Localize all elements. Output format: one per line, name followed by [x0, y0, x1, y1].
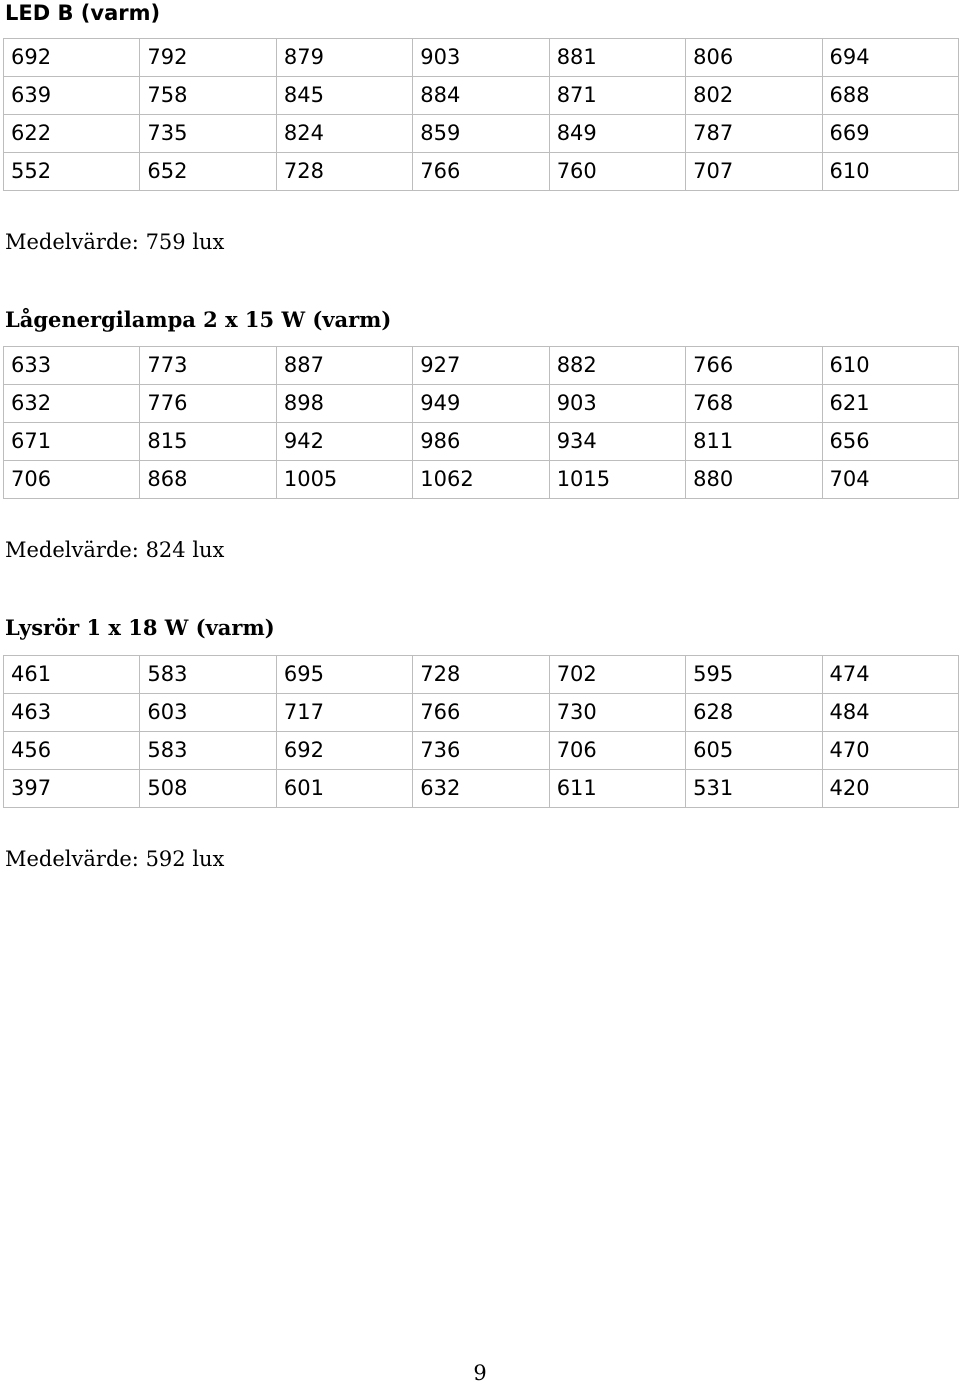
table-cell: 849 — [549, 115, 685, 153]
table-cell: 758 — [140, 77, 276, 115]
table-cell: 583 — [140, 656, 276, 694]
table-cell: 859 — [413, 115, 549, 153]
table-row — [4, 423, 959, 461]
table-cell: 706 — [4, 461, 140, 499]
table-cell: 706 — [549, 732, 685, 770]
table-cell: 671 — [4, 423, 140, 461]
table-cell: 934 — [549, 423, 685, 461]
table-row — [4, 39, 959, 77]
table-row — [4, 77, 959, 115]
table-cell: 942 — [276, 423, 412, 461]
table-row — [4, 115, 959, 153]
mean-value-lagenergilampa — [5, 537, 224, 563]
mean-label: Medelvärde: — [5, 230, 146, 254]
table-cell: 692 — [276, 732, 412, 770]
table-cell: 1005 — [276, 461, 412, 499]
table-cell: 461 — [4, 656, 140, 694]
mean-value-led-b — [5, 229, 224, 255]
table-cell: 871 — [549, 77, 685, 115]
table-cell: 474 — [822, 656, 958, 694]
table-cell: 766 — [413, 153, 549, 191]
table-cell: 633 — [4, 347, 140, 385]
section-title-lagenergilampa: Lågenergilampa 2 x 15 W (varm) — [5, 307, 392, 332]
table-cell: 760 — [549, 153, 685, 191]
table-cell: 986 — [413, 423, 549, 461]
table-row — [4, 770, 959, 808]
table-cell: 735 — [140, 115, 276, 153]
table-cell: 632 — [4, 385, 140, 423]
table-cell: 632 — [413, 770, 549, 808]
table-cell: 702 — [549, 656, 685, 694]
table-cell: 887 — [276, 347, 412, 385]
table-cell: 639 — [4, 77, 140, 115]
table-cell: 824 — [276, 115, 412, 153]
table-cell: 531 — [686, 770, 822, 808]
table-cell: 610 — [822, 153, 958, 191]
table-cell: 882 — [549, 347, 685, 385]
table-cell: 806 — [686, 39, 822, 77]
table-cell: 707 — [686, 153, 822, 191]
table-cell: 717 — [276, 694, 412, 732]
table-cell: 508 — [140, 770, 276, 808]
measurement-table-led-b — [3, 38, 959, 191]
table-cell: 773 — [140, 347, 276, 385]
table-cell: 611 — [549, 770, 685, 808]
table-cell: 884 — [413, 77, 549, 115]
table-cell: 845 — [276, 77, 412, 115]
table-cell: 736 — [413, 732, 549, 770]
mean-label: Medelvärde: — [5, 847, 146, 871]
table-cell: 1062 — [413, 461, 549, 499]
table-cell: 621 — [822, 385, 958, 423]
measurement-table-lysror — [3, 655, 959, 808]
table-row — [4, 461, 959, 499]
section-title-led-b: LED B (varm) — [5, 1, 161, 25]
table-cell: 868 — [140, 461, 276, 499]
table-cell: 463 — [4, 694, 140, 732]
table-cell: 766 — [686, 347, 822, 385]
table-cell: 652 — [140, 153, 276, 191]
mean-number: 824 lux — [145, 538, 225, 562]
section-title-lysror: Lysrör 1 x 18 W (varm) — [5, 615, 275, 640]
table-cell: 811 — [686, 423, 822, 461]
table-cell: 601 — [276, 770, 412, 808]
table-cell: 470 — [822, 732, 958, 770]
table-cell: 694 — [822, 39, 958, 77]
table-cell: 881 — [549, 39, 685, 77]
table-row — [4, 385, 959, 423]
table-cell: 420 — [822, 770, 958, 808]
table-cell: 605 — [686, 732, 822, 770]
table-cell: 397 — [4, 770, 140, 808]
table-cell: 610 — [822, 347, 958, 385]
table-cell: 949 — [413, 385, 549, 423]
table-row — [4, 694, 959, 732]
table-cell: 484 — [822, 694, 958, 732]
table-cell: 704 — [822, 461, 958, 499]
table-cell: 879 — [276, 39, 412, 77]
table-cell: 552 — [4, 153, 140, 191]
table-cell: 815 — [140, 423, 276, 461]
table-cell: 766 — [413, 694, 549, 732]
table-row — [4, 656, 959, 694]
table-cell: 776 — [140, 385, 276, 423]
table-row — [4, 732, 959, 770]
table-cell: 728 — [413, 656, 549, 694]
table-cell: 768 — [686, 385, 822, 423]
table-cell: 880 — [686, 461, 822, 499]
table-cell: 730 — [549, 694, 685, 732]
table-cell: 787 — [686, 115, 822, 153]
table-cell: 595 — [686, 656, 822, 694]
table-cell: 583 — [140, 732, 276, 770]
page-number: 9 — [473, 1361, 487, 1385]
table-row — [4, 347, 959, 385]
table-cell: 728 — [276, 153, 412, 191]
table-cell: 898 — [276, 385, 412, 423]
table-cell: 669 — [822, 115, 958, 153]
table-cell: 927 — [413, 347, 549, 385]
table-cell: 1015 — [549, 461, 685, 499]
mean-number: 592 lux — [145, 847, 225, 871]
table-cell: 695 — [276, 656, 412, 694]
table-cell: 792 — [140, 39, 276, 77]
table-cell: 603 — [140, 694, 276, 732]
table-cell: 802 — [686, 77, 822, 115]
table-cell: 622 — [4, 115, 140, 153]
mean-label: Medelvärde: — [5, 538, 146, 562]
table-cell: 628 — [686, 694, 822, 732]
mean-number: 759 lux — [145, 230, 225, 254]
table-cell: 692 — [4, 39, 140, 77]
table-cell: 903 — [549, 385, 685, 423]
table-row — [4, 153, 959, 191]
table-cell: 688 — [822, 77, 958, 115]
table-cell: 656 — [822, 423, 958, 461]
measurement-table-lagenergilampa — [3, 346, 959, 499]
table-cell: 903 — [413, 39, 549, 77]
table-cell: 456 — [4, 732, 140, 770]
mean-value-lysror — [5, 846, 224, 872]
